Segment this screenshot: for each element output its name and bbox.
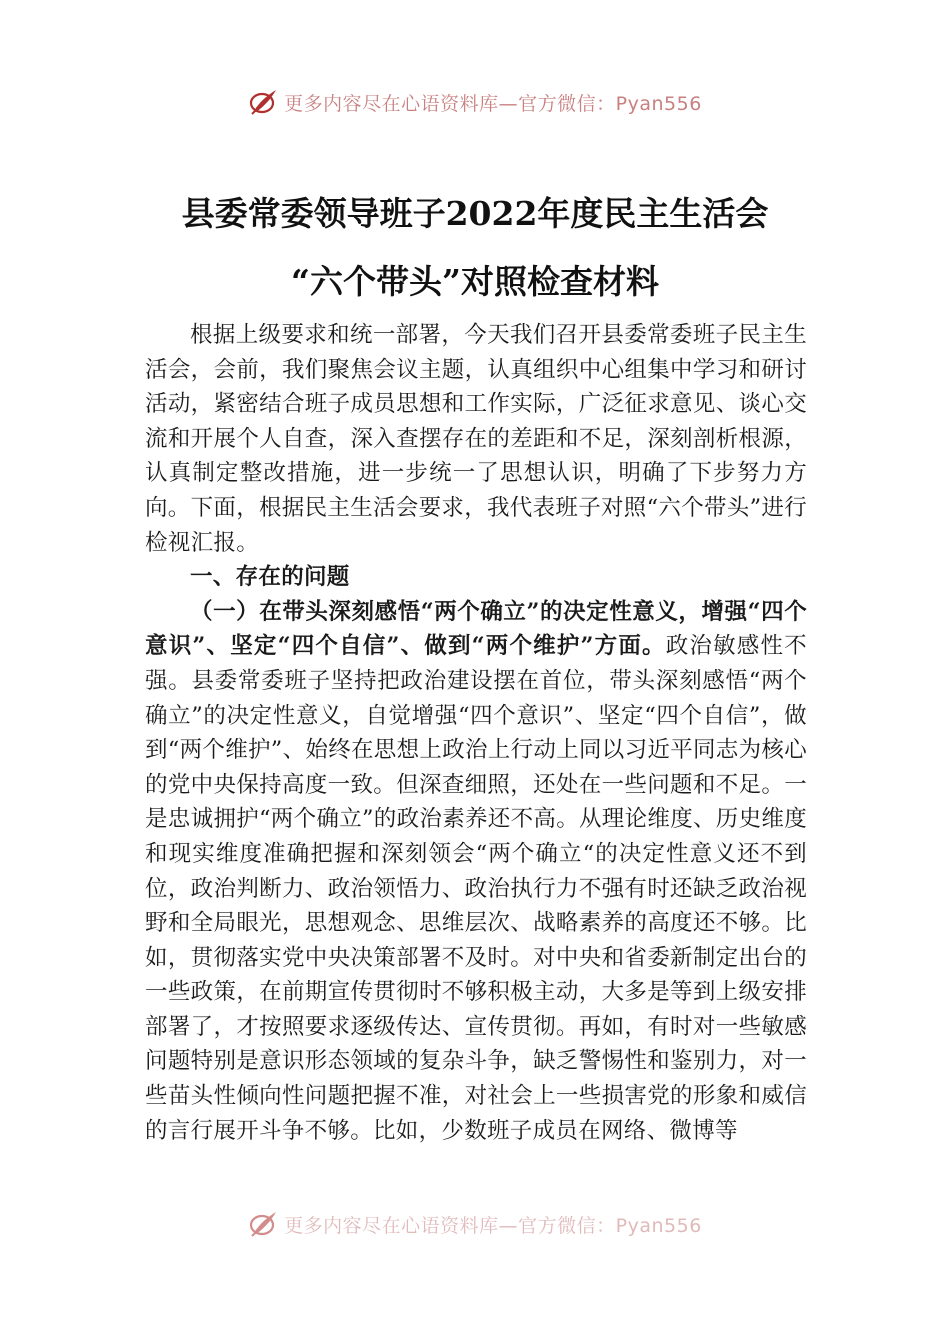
document-body	[145, 318, 807, 1148]
watermark-text: 更多内容尽在心语资料库—官方微信：Pyan556	[284, 92, 702, 115]
watermark-text-footer: 更多内容尽在心语资料库—官方微信：Pyan556	[284, 1214, 702, 1237]
intro-paragraph: 根据上级要求和统一部署，今天我们召开县委常委班子民主生活会，会前，我们聚焦会议主题，认真组织中心组集中学习和研讨活动，紧密结合班子成员思想和工作实际，广泛征求意见、谈心交流和开展个人自查，深入查摆存在的差距和不足，深刻剖析根源，认真制定整改措施，进一步统一了思想认识，明确了下步努力方向。下面，根据民主生活会要求，我代表班子对照“六个带头”进行检视汇报。	[145, 322, 808, 556]
footer-watermark	[0, 1204, 950, 1244]
subsection-text: 政治敏感性不强。县委常委班子坚持把政治建设摆在首位，带头深刻感悟“两个确立”的决定性意义，自觉增强“四个意识”、坚定“四个自信”，做到“两个维护”、始终在思想上政治上行动上同以习近平同志为核心的党中央保持高度一致。但深查细照，还处在一些问题和不足。一是忠诚拥护“两个确立”的政治素养还不高。从理论维度、历史维度和现实维度准确把握和深刻领会“两个确立“的决定性意义还不到位，政治判断力、政治领悟力、政治执行力不强有时还缺乏政治视野和全局眼光，思想观念、思维层次、战略素养的高度还不够。比如，贯彻落实党中央决策部署不及时。对中央和省委新制定出台的一些政策，在前期宣传贯彻时不够积极主动，大多是等到上级安排部署了，才按照要求逐级传达、宣传贯彻。再如，有时对一些敏感问题特别是意识形态领域的复杂斗争，缺乏警惕性和鉴别力，对一些苗头性倾向性问题把握不准，对社会上一些损害党的形象和威信的言行展开斗争不够。比如，少数班子成员在网络、微博等	[145, 633, 808, 1144]
subsection-paragraph	[145, 595, 807, 1149]
document-title-line-2: “六个带头”对照检查材料	[291, 262, 659, 301]
section-heading-problems: 一、存在的问题	[190, 564, 350, 591]
quill-pen-logo-icon	[248, 1209, 278, 1239]
document-title-line-1: 县委常委领导班子2022年度民主生活会	[181, 194, 769, 233]
subsection-heading: （一）在带头深刻感悟“两个确立”的决定性意义，增强“四个意识”、坚定“四个自信”、做到“两个维护”方面。	[145, 598, 807, 660]
